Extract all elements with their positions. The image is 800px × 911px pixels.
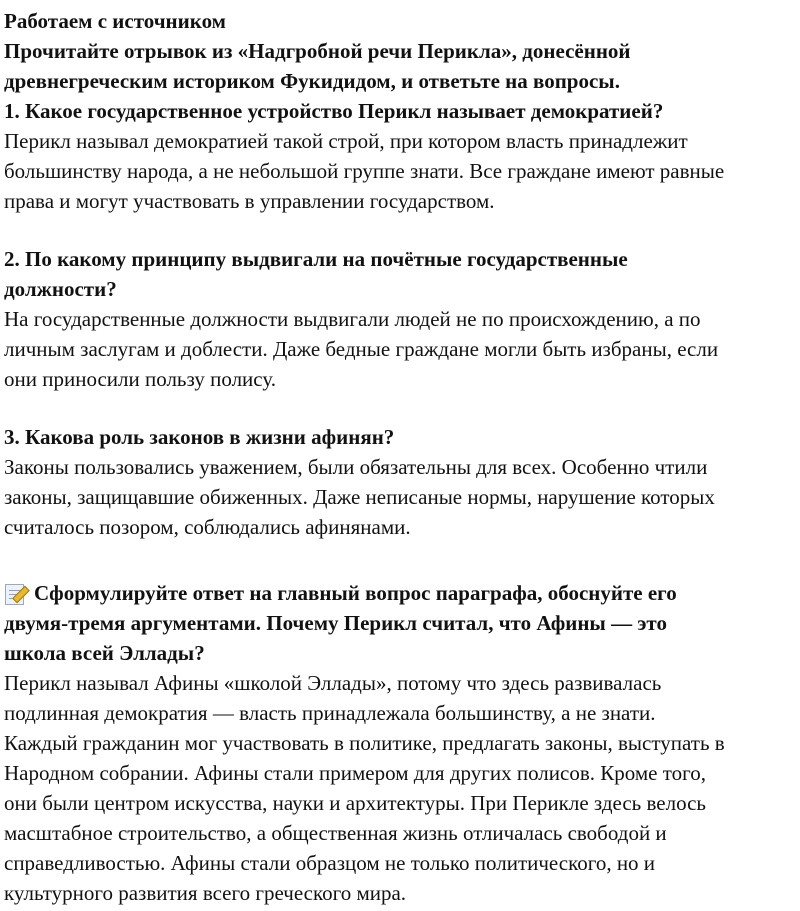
main-answer-line: Каждый гражданин мог участвовать в политике, предлагать законы, выступать в <box>4 731 725 755</box>
spacer <box>4 216 800 244</box>
main-answer-line: справедливостью. Афины стали образцом не только политического, но и <box>4 851 656 875</box>
answer-3-line: считалось позором, соблюдались афинянами. <box>4 515 411 539</box>
main-answer-line: культурного развития всего греческого мира. <box>4 881 407 905</box>
answer-1-line: большинству народа, а не небольшой группе знати. Все граждане имеют равные <box>4 159 725 183</box>
main-answer-line: Народном собрании. Афины стали примером для других полисов. Кроме того, <box>4 761 706 785</box>
main-question-text: Сформулируйте ответ на главный вопрос параграфа, обоснуйте его <box>34 581 677 605</box>
answer-2-line: На государственные должности выдвигали людей не по происхождению, а по <box>4 307 701 331</box>
question-2: должности? <box>4 277 117 301</box>
main-question <box>4 578 800 608</box>
answer-3-line: законы, защищавшие обиженных. Даже неписаные нормы, нарушение которых <box>4 485 715 509</box>
instruction-line: Прочитайте отрывок из «Надгробной речи Перикла», донесённой <box>4 39 631 63</box>
main-question: двумя-тремя аргументами. Почему Перикл считал, что Афины — это <box>4 611 667 635</box>
main-answer-line: они были центром искусства, науки и архитектуры. При Перикле здесь велось <box>4 791 707 815</box>
answer-3-line: Законы пользовались уважением, были обязательны для всех. Особенно чтили <box>4 455 708 479</box>
answer-1-line: права и могут участвовать в управлении государством. <box>4 189 495 213</box>
main-answer-line: Перикл называл Афины «школой Эллады», потому что здесь развивалась <box>4 671 662 695</box>
notepad-pencil-icon <box>4 582 28 604</box>
spacer <box>4 394 800 422</box>
answer-1-line: Перикл называл демократией такой строй, при котором власть принадлежит <box>4 129 688 153</box>
answer-2-line: они приносили пользу полису. <box>4 367 276 391</box>
spacer <box>4 542 800 578</box>
question-3: 3. Какова роль законов в жизни афинян? <box>4 425 395 449</box>
main-answer-line: подлинная демократия — власть принадлежала большинству, а не знати. <box>4 701 656 725</box>
main-answer-line: масштабное строительство, а общественная жизнь отличалась свободой и <box>4 821 667 845</box>
main-question: школа всей Эллады? <box>4 641 205 665</box>
instruction-line: древнегреческим историком Фукидидом, и ответьте на вопросы. <box>4 69 620 93</box>
answer-2-line: личным заслугам и доблести. Даже бедные граждане могли быть избраны, если <box>4 337 719 361</box>
section-title: Работаем с источником <box>4 9 226 33</box>
question-1: 1. Какое государственное устройство Перикл называет демократией? <box>4 99 664 123</box>
question-2: 2. По какому принципу выдвигали на почётные государственные <box>4 247 628 271</box>
